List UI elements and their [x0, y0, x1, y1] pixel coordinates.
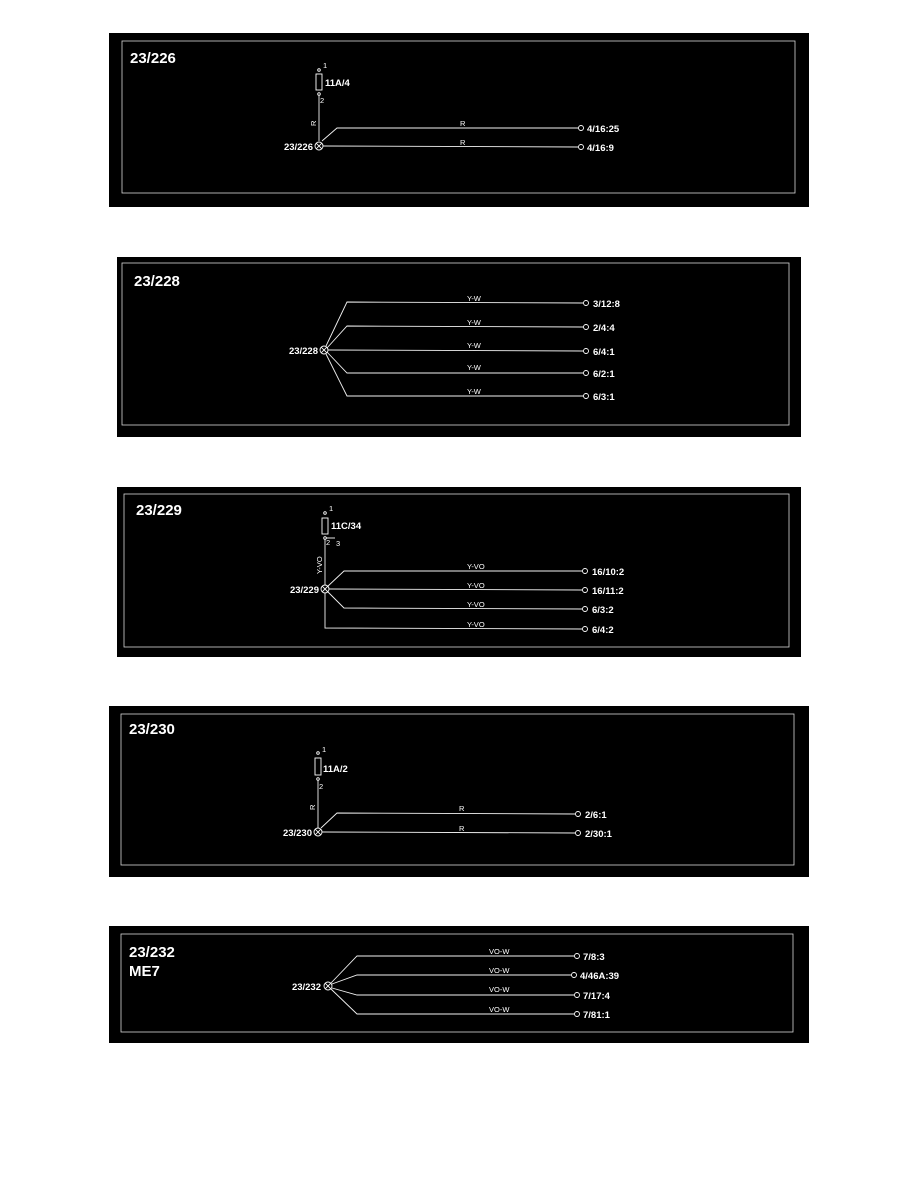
fuse-pin-side: 3 [336, 539, 341, 548]
terminal-icon [576, 812, 581, 817]
fuse-pin-top: 1 [322, 745, 327, 754]
fuse-label: 11C/34 [331, 521, 362, 532]
splice-icon [315, 142, 323, 150]
fuse-pin-bottom: 2 [319, 782, 324, 791]
splice-icon [314, 828, 322, 836]
terminal-icon [583, 627, 588, 632]
branch-wire [328, 350, 583, 351]
fuse [316, 61, 351, 105]
terminal-icon [583, 569, 588, 574]
terminal-icon [584, 325, 589, 330]
fuse-pin-top: 1 [329, 504, 334, 513]
panel-frame [122, 263, 789, 425]
branch-destination: 6/4:1 [593, 347, 615, 358]
splice-label: 23/232 [291, 982, 321, 993]
branch-destination: 16/11:2 [592, 586, 624, 597]
fuse-pin-bottom: 2 [320, 96, 325, 105]
terminal-icon [579, 126, 584, 131]
branch-wire-color: VO-W [489, 966, 510, 975]
branch-destination: 2/6:1 [585, 810, 607, 821]
branch-wire-color: VO-W [489, 1005, 510, 1014]
riser-wire-color: R [309, 120, 318, 126]
splice-label: 23/230 [282, 828, 312, 839]
branch-wire-color: R [459, 804, 465, 813]
branch-wire-color: R [459, 824, 465, 833]
branch-wire-color: Y-VO [467, 562, 485, 571]
terminal-icon [584, 371, 589, 376]
riser-wire-color: R [308, 804, 317, 810]
panel-frame [121, 934, 793, 1032]
branch-destination: 3/12:8 [593, 299, 620, 310]
branch-wire [327, 326, 583, 348]
branch-wire [327, 571, 582, 587]
branch-destination: 2/30:1 [585, 829, 612, 840]
fuse [315, 745, 348, 791]
diagram-panel-23-226 [109, 33, 809, 207]
fuse-pin-top: 1 [323, 61, 328, 70]
fuse-label: 11A/4 [325, 78, 350, 89]
wiring-diagram [109, 33, 809, 207]
branch-wire-color: R [460, 119, 466, 128]
fuse-pin-bottom: 2 [326, 538, 331, 547]
branch-wire-color: Y-VO [467, 581, 485, 590]
branch-wire [326, 354, 583, 396]
branch-wire [325, 593, 582, 629]
fuse-icon [322, 518, 328, 534]
riser-wire-color: Y-VO [315, 556, 324, 574]
terminal-icon [583, 588, 588, 593]
branch-wire-color: VO-W [489, 985, 510, 994]
panel-title: 23/229 [136, 502, 182, 519]
splice-label: 23/229 [289, 585, 319, 596]
branch-destination: 4/46A:39 [580, 971, 620, 982]
branch-destination: 16/10:2 [592, 567, 625, 578]
splice-label: 23/228 [288, 346, 318, 357]
branch-wire-color: Y-VO [467, 600, 485, 609]
panel-title: 23/226 [130, 50, 176, 67]
terminal-icon [584, 301, 589, 306]
fuse-label: 11A/2 [323, 764, 348, 775]
branch-wire-color: Y-W [467, 387, 481, 396]
branch-wire [332, 988, 574, 995]
panel-title: 23/232 [129, 944, 175, 961]
branch-wire [322, 832, 575, 833]
terminal-icon [575, 954, 580, 959]
branch-wire-color: Y-W [467, 363, 481, 372]
branch-wire [326, 302, 583, 346]
wiring-diagram [109, 926, 809, 1043]
fuse-icon [315, 758, 321, 775]
terminal-icon [575, 993, 580, 998]
diagram-panel-23-228 [117, 257, 801, 437]
branch-wire-color: R [460, 138, 466, 147]
branch-destination: 6/3:1 [593, 392, 615, 403]
branch-destination: 4/16:9 [587, 143, 614, 154]
branch-wire [332, 975, 571, 984]
terminal-icon [575, 1012, 580, 1017]
diagram-panel-23-229 [117, 487, 801, 657]
splice-label: 23/226 [283, 142, 313, 153]
splice-icon [321, 585, 329, 593]
branch-destination: 7/81:1 [583, 1010, 610, 1021]
branch-wire [331, 956, 574, 983]
terminal-icon [584, 394, 589, 399]
branch-wire [321, 813, 575, 828]
panel-title: 23/228 [134, 273, 180, 290]
fuse [322, 504, 362, 548]
wiring-diagram [117, 257, 801, 437]
diagram-panel-23-230 [109, 706, 809, 877]
wiring-diagram [109, 706, 809, 877]
branch-wire [331, 989, 574, 1014]
branch-wire-color: Y-W [467, 294, 481, 303]
panel-frame [121, 714, 794, 865]
branch-destination: 6/4:2 [592, 625, 614, 636]
diagram-panel-23-232 [109, 926, 809, 1043]
branch-destination: 7/17:4 [583, 991, 610, 1002]
branch-destination: 6/3:2 [592, 605, 614, 616]
terminal-icon [584, 349, 589, 354]
branch-wire [323, 146, 578, 147]
branch-wire [327, 591, 582, 609]
panel-frame [122, 41, 795, 193]
branch-wire [322, 128, 578, 141]
splice-icon [320, 346, 328, 354]
panel-subtitle: ME7 [129, 963, 160, 980]
fuse-icon [316, 74, 322, 90]
panel-title: 23/230 [129, 721, 175, 738]
terminal-icon [576, 831, 581, 836]
branch-wire-color: Y-VO [467, 620, 485, 629]
branch-destination: 2/4:4 [593, 323, 615, 334]
branch-destination: 6/2:1 [593, 369, 615, 380]
branch-destination: 4/16:25 [587, 124, 620, 135]
branch-destination: 7/8:3 [583, 952, 605, 963]
branch-wire-color: Y-W [467, 341, 481, 350]
panel-frame [124, 494, 789, 647]
branch-wire [327, 352, 583, 373]
terminal-icon [572, 973, 577, 978]
branch-wire-color: VO-W [489, 947, 510, 956]
splice-icon [324, 982, 332, 990]
branch-wire-color: Y-W [467, 318, 481, 327]
terminal-icon [583, 607, 588, 612]
terminal-icon [579, 145, 584, 150]
branch-wire [329, 589, 582, 590]
wiring-diagram [117, 487, 801, 657]
